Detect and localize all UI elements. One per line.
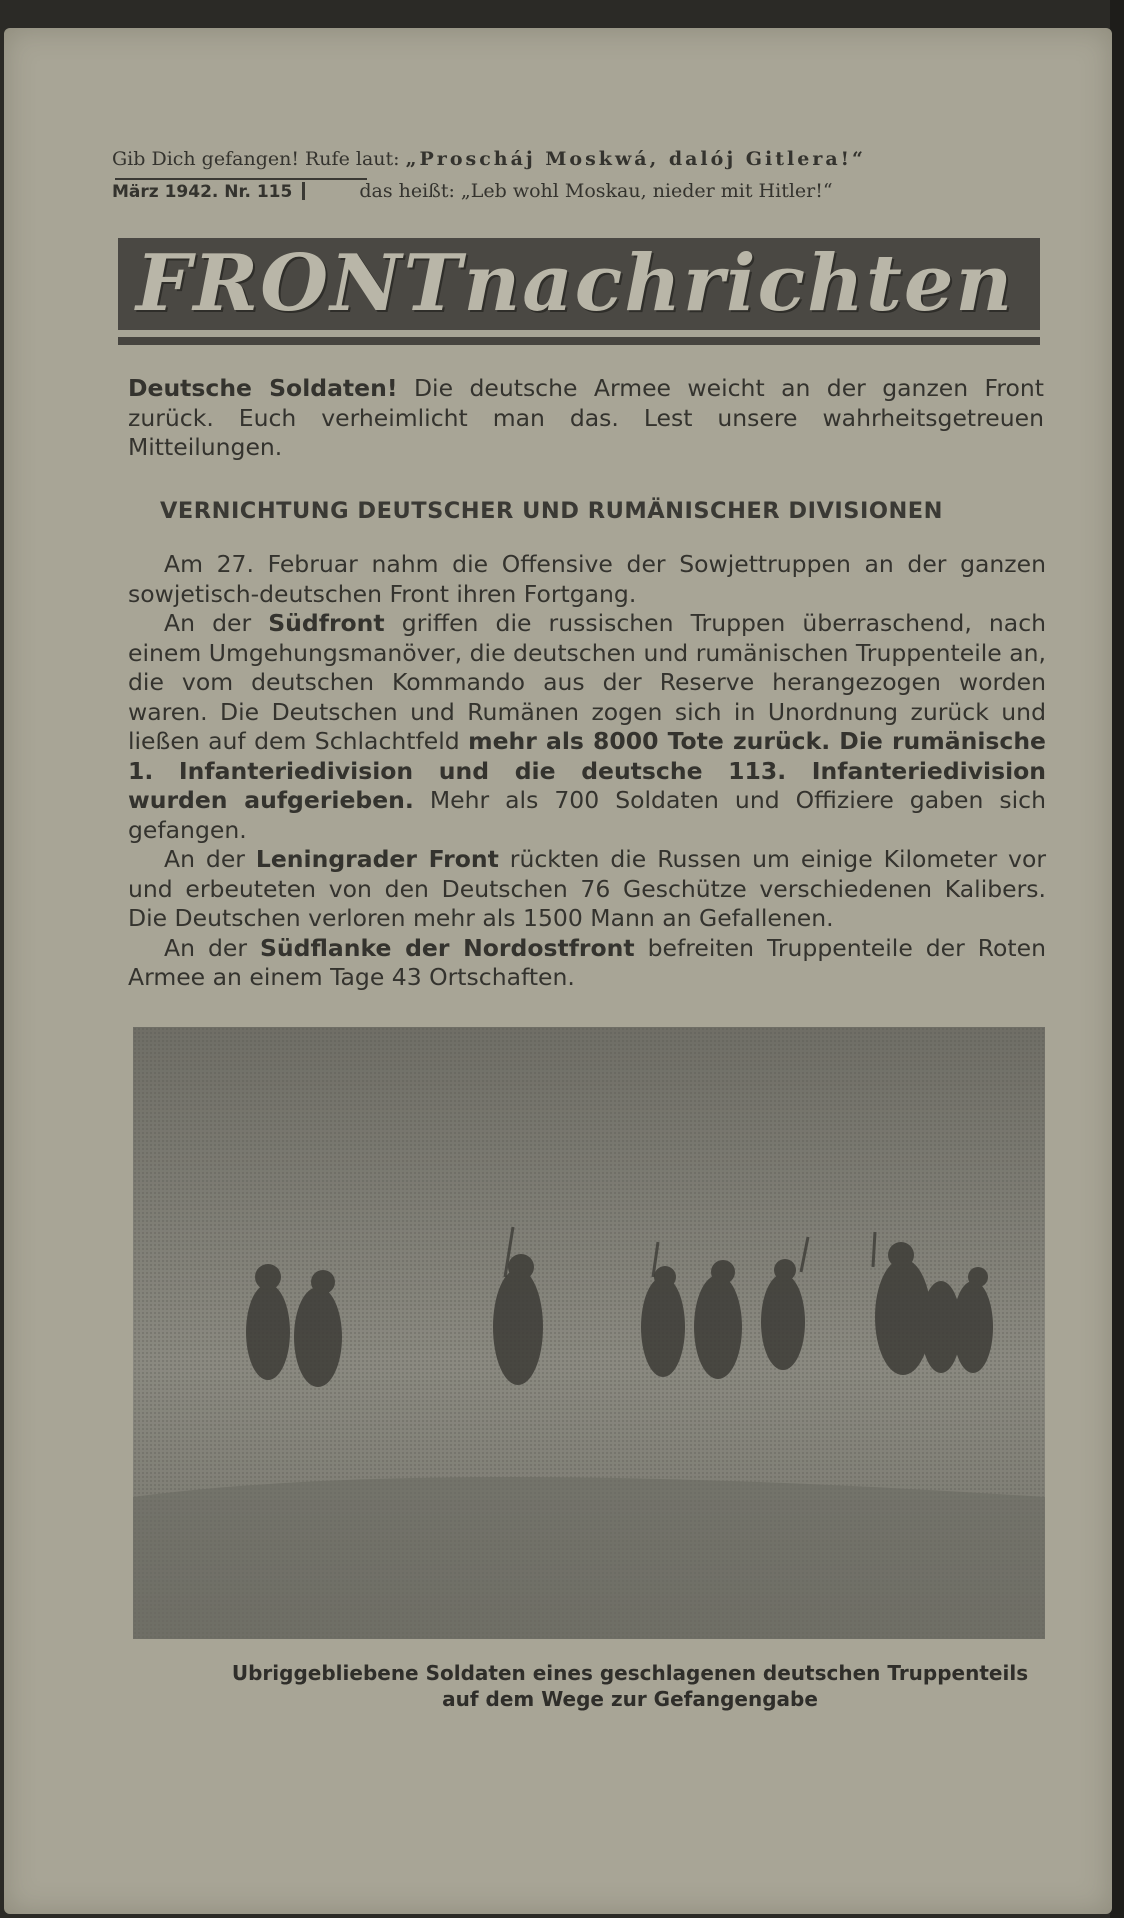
news-photo [133,1027,1045,1639]
surrender-call-prefix: Gib Dich gefangen! Rufe laut: [112,148,406,170]
text-run: An der [164,933,260,962]
intro-paragraph [128,374,1044,463]
article-paragraph-1: Am 27. Februar nahm die Offensive der Sowjettruppen an der ganzen sowjetisch-deutschen Front ihren Fortgang. [128,550,1046,608]
text-run: An der [164,609,269,637]
header-line-2 [112,180,833,202]
caption-line-1: Ubriggebliebene Soldaten eines geschlagenen deutschen Truppenteils [231,1661,1029,1685]
article-headline: VERNICHTUNG DEUTSCHER UND RUMÄNISCHER DIVISIONEN [160,498,944,524]
photo-caption [200,1660,1060,1712]
surrender-call-phrase: „Proscháj Moskwá, dalój Gitlera!“ [405,148,866,170]
article-paragraph-3 [128,845,1046,934]
header-line-1 [112,148,866,170]
text-run: griffen die russischen Truppen überraschend, nach einem Umgehungsmanöver, die deutschen und rumänischen Truppenteile an, die vom deutschen Kommando aus der Reserve herangezogen worden waren. Die Deutschen und Rumänen zogen sich in Unordnung zurück und ließen auf dem Schlachtfeld [128,609,1047,755]
article-paragraph-4 [128,934,1046,993]
front-name-northeast: Südflanke der Nordostfront [259,933,635,962]
photo-soldiers-in-snow [133,1027,1045,1639]
casualty-highlight: mehr als 8000 Tote zurück. Die rumänische 1. Infanteriedivision und die deutsche 113. Infanteriedivision wurden aufgerieben. [128,727,1046,814]
text-run: Mehr als 700 Soldaten und Offiziere gaben sich gefangen. [128,786,1046,844]
issue-separator [302,182,305,200]
masthead-banner [118,238,1040,330]
front-name-leningrad: Leningrader Front [255,845,499,873]
masthead-title: FRONTnachrichten [136,238,1015,329]
call-translation: das heißt: „Leb wohl Moskau, nieder mit Hitler!“ [359,180,833,202]
intro-lead: Deutsche Soldaten! [128,374,398,402]
front-name-south: Südfront [268,609,385,637]
text-run: befreiten Truppenteile der Roten Armee an einem Tage 43 Ortschaften. [128,933,1046,991]
masthead-rule [118,337,1040,345]
text-run: rückten die Russen um einige Kilometer vor und erbeuteten von den Deutschen 76 Geschütze verschiedenen Kalibers. Die Deutschen verloren mehr als 1500 Mann an Gefallenen. [128,845,1047,932]
caption-line-2: auf dem Wege zur Gefangengabe [442,1687,818,1711]
article-body [128,550,1046,993]
article-paragraph-2 [128,609,1046,845]
issue-date-number: März 1942. Nr. 115 [112,182,293,202]
text-run: An der [164,845,256,873]
scan-edge [1110,0,1124,1918]
intro-text: Die deutsche Armee weicht an der ganzen Front zurück. Euch verheimlicht man das. Lest unsere wahrheitsgetreuen Mitteilungen. [128,374,1044,461]
